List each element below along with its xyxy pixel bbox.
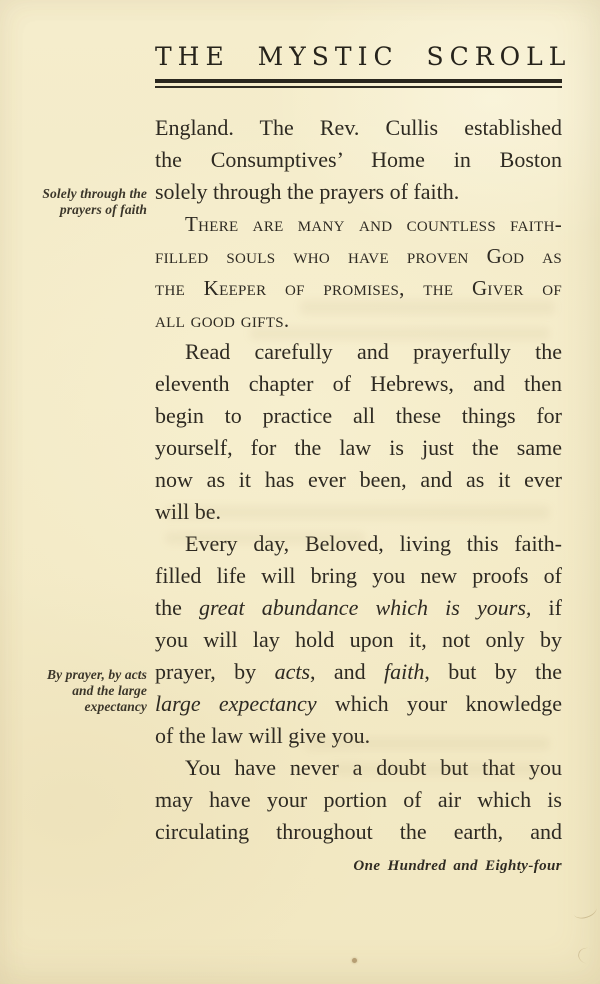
text-run: Every day, Beloved, living this faith- — [185, 531, 562, 556]
text-run: the Keeper of promises, the Giver of — [155, 276, 562, 300]
margin-note-2 — [8, 667, 147, 715]
text-run: eleventh chapter of Hebrews, and then — [155, 371, 562, 396]
text-run: the — [155, 595, 200, 620]
text-run: may have your portion of air which is — [155, 787, 562, 812]
body-line — [155, 400, 562, 432]
text-run: England. The Rev. Cullis established — [155, 115, 562, 140]
margin-note-1 — [8, 186, 147, 217]
margin-note-line: Solely through the — [42, 186, 147, 201]
text-run: all good gifts. — [155, 308, 290, 332]
body-line — [155, 208, 562, 240]
text-run: circulating throughout the earth, and — [155, 819, 562, 844]
title-rule — [155, 79, 562, 88]
italic-run: faith — [384, 659, 425, 684]
body-line — [155, 432, 562, 464]
body-line — [155, 144, 562, 176]
body-line — [155, 688, 562, 720]
body-line — [155, 112, 562, 144]
text-run: will be. — [155, 499, 221, 524]
body-line — [155, 560, 562, 592]
text-run: now as it has ever been, and as it ever — [155, 467, 562, 492]
text-run: you will lay hold upon it, not only by — [155, 627, 562, 652]
text-run: of the law will give you. — [155, 723, 371, 748]
body-line — [155, 592, 562, 624]
text-run: yourself, for the law is just the same — [155, 435, 562, 460]
body-line — [155, 272, 562, 304]
text-run: filled souls who have proven God as — [155, 244, 562, 268]
text-run: if — [531, 595, 562, 620]
margin-note-line: prayers of faith — [59, 201, 147, 217]
body-line — [155, 368, 562, 400]
body-line — [155, 464, 562, 496]
text-run: filled life will bring you new proofs of — [155, 563, 562, 588]
page-title: THE MYSTIC SCROLL — [155, 42, 572, 71]
margin-note-line: and the large — [72, 683, 147, 698]
body-line — [155, 304, 562, 336]
folio-page-number: One Hundred and Eighty-four — [353, 858, 562, 874]
margin-note-line: By prayer, by acts — [46, 667, 147, 682]
italic-run: large expectancy — [155, 691, 317, 716]
text-run: solely through the prayers of faith. — [155, 179, 460, 204]
body-line — [155, 496, 562, 528]
body-line — [155, 528, 562, 560]
paper-crease — [571, 900, 598, 922]
body-line — [155, 624, 562, 656]
text-run: which your knowledge — [316, 691, 562, 716]
paper-crease — [576, 946, 600, 967]
italic-run: great abundance which is yours, — [199, 595, 532, 620]
body-text — [155, 112, 562, 848]
text-run: Read carefully and prayerfully the — [185, 339, 562, 364]
text-run: There are many and countless faith- — [185, 212, 562, 236]
body-line — [155, 816, 562, 848]
body-line — [155, 656, 562, 688]
body-line — [155, 240, 562, 272]
paper-spot — [352, 958, 357, 963]
body-line — [155, 176, 562, 208]
text-run: begin to practice all these things for — [155, 403, 562, 428]
text-run: the Consumptives’ Home in Boston — [155, 147, 562, 172]
text-run: , but by the — [424, 659, 562, 684]
body-line — [155, 784, 562, 816]
text-run: You have never a doubt but that you — [185, 755, 562, 780]
body-line — [155, 720, 562, 752]
body-line — [155, 752, 562, 784]
content-column — [155, 0, 572, 875]
text-run: , and — [310, 659, 385, 684]
margin-note-line: expectancy — [84, 699, 147, 714]
italic-run: acts — [274, 659, 311, 684]
body-line — [155, 336, 562, 368]
text-run: prayer, by — [155, 659, 275, 684]
